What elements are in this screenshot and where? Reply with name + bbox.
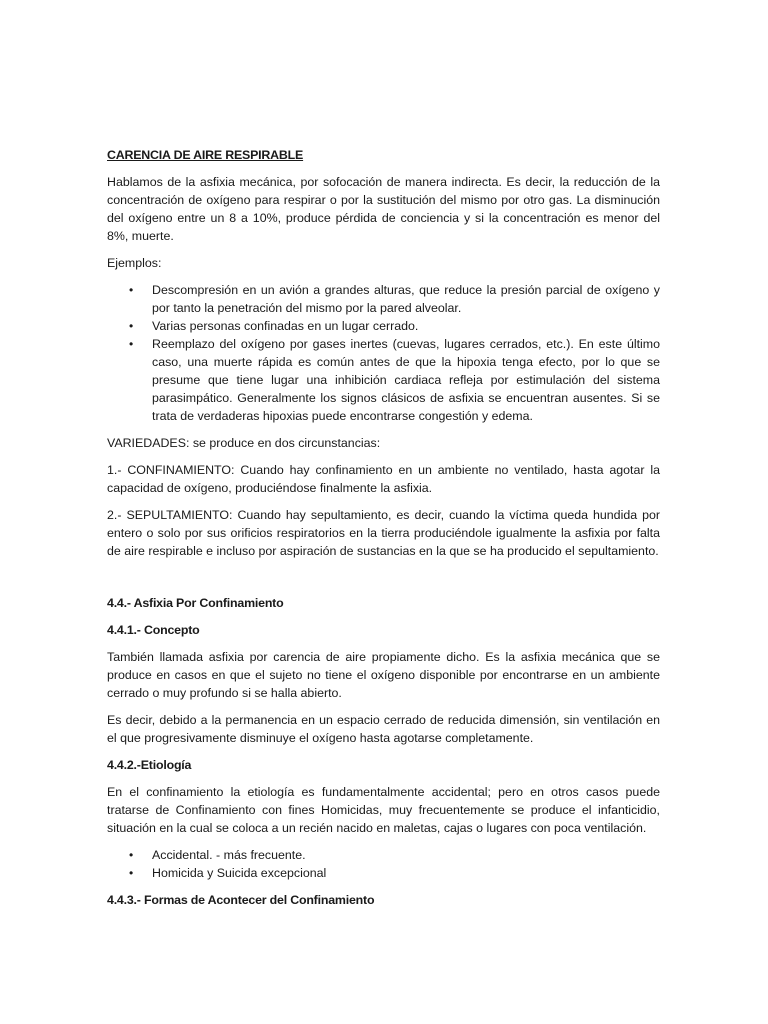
etiologia-paragraph: En el confinamiento la etiología es fundamentalmente accidental; pero en otros casos puede tratarse de Confinamiento con fines Homicidas, muy frecuentemente se produce el infanticidio, situación en la cual se coloca a un recién nacido en maletas, cajas o lugares con poca ventilación. [107,785,660,835]
examples-label: Ejemplos: [107,256,162,270]
bullet-icon: • [129,866,134,880]
variedades-paragraph: VARIEDADES: se produce en dos circunstancias: [107,436,381,450]
examples-list [107,281,660,425]
confinamiento-paragraph: 1.- CONFINAMIENTO: Cuando hay confinamiento en un ambiente no ventilado, hasta agotar la capacidad de oxígeno, produciéndose finalmente la asfixia. [107,463,660,495]
section-title-4-4-2: 4.4.2.-Etiología [107,758,192,772]
section-title-4-4-1: 4.4.1.- Concepto [107,623,200,637]
concepto-paragraph-2: Es decir, debido a la permanencia en un espacio cerrado de reducida dimensión, sin ventilación en el que progresivamente disminuye el oxígeno hasta agotarse completamente. [107,713,660,745]
list-item: • Reemplazo del oxígeno por gases inertes (cuevas, lugares cerrados, etc.). En este último caso, una muerte rápida es común antes de que la hipoxia tenga efecto, por lo que se presume que tiene lugar una inhibición cardiaca refleja por estimulación del sistema parasimpático. Generalmente los signos clásicos de asfixia se encuentran ausentes. Si se trata de verdaderas hipoxias puede encontrarse congestión y edema. [129,337,660,423]
etiologia-list [107,846,660,882]
section-title-4-4-3: 4.4.3.- Formas de Acontecer del Confinamiento [107,893,375,907]
bullet-icon: • [129,319,134,333]
bullet-icon: • [129,283,134,297]
list-item: • Homicida y Suicida excepcional [129,866,327,880]
section-spacer [107,569,660,594]
section-title-4-4: 4.4.- Asfixia Por Confinamiento [107,596,284,610]
list-item: • Accidental. - más frecuente. [129,848,306,862]
bullet-icon: • [129,337,134,351]
intro-paragraph: Hablamos de la asfixia mecánica, por sofocación de manera indirecta. Es decir, la reducción de la concentración de oxígeno para respirar o por la sustitución del mismo por otro gas. La disminución del oxígeno entre un 8 a 10%, produce pérdida de conciencia y si la concentración es menor del 8%, muerte. [107,175,660,243]
section-title-carencia: CARENCIA DE AIRE RESPIRABLE [107,148,304,162]
bullet-icon: • [129,848,134,862]
concepto-paragraph-1: También llamada asfixia por carencia de aire propiamente dicho. Es la asfixia mecánica que se produce en casos en que el sujeto no tiene el oxígeno disponible por encontrarse en un ambiente cerrado o muy profundo si se halla abierto. [107,650,660,700]
list-item: • Descompresión en un avión a grandes alturas, que reduce la presión parcial de oxígeno y por tanto la penetración del mismo por la pared alveolar. [129,283,660,315]
list-item: • Varias personas confinadas en un lugar cerrado. [129,319,419,333]
sepultamiento-paragraph: 2.- SEPULTAMIENTO: Cuando hay sepultamiento, es decir, cuando la víctima queda hundida por entero o solo por sus orificios respiratorios en la tierra produciéndole igualmente la asfixia por falta de aire respirable e incluso por aspiración de sustancias en la que se ha producido el sepultamiento. [107,508,660,558]
